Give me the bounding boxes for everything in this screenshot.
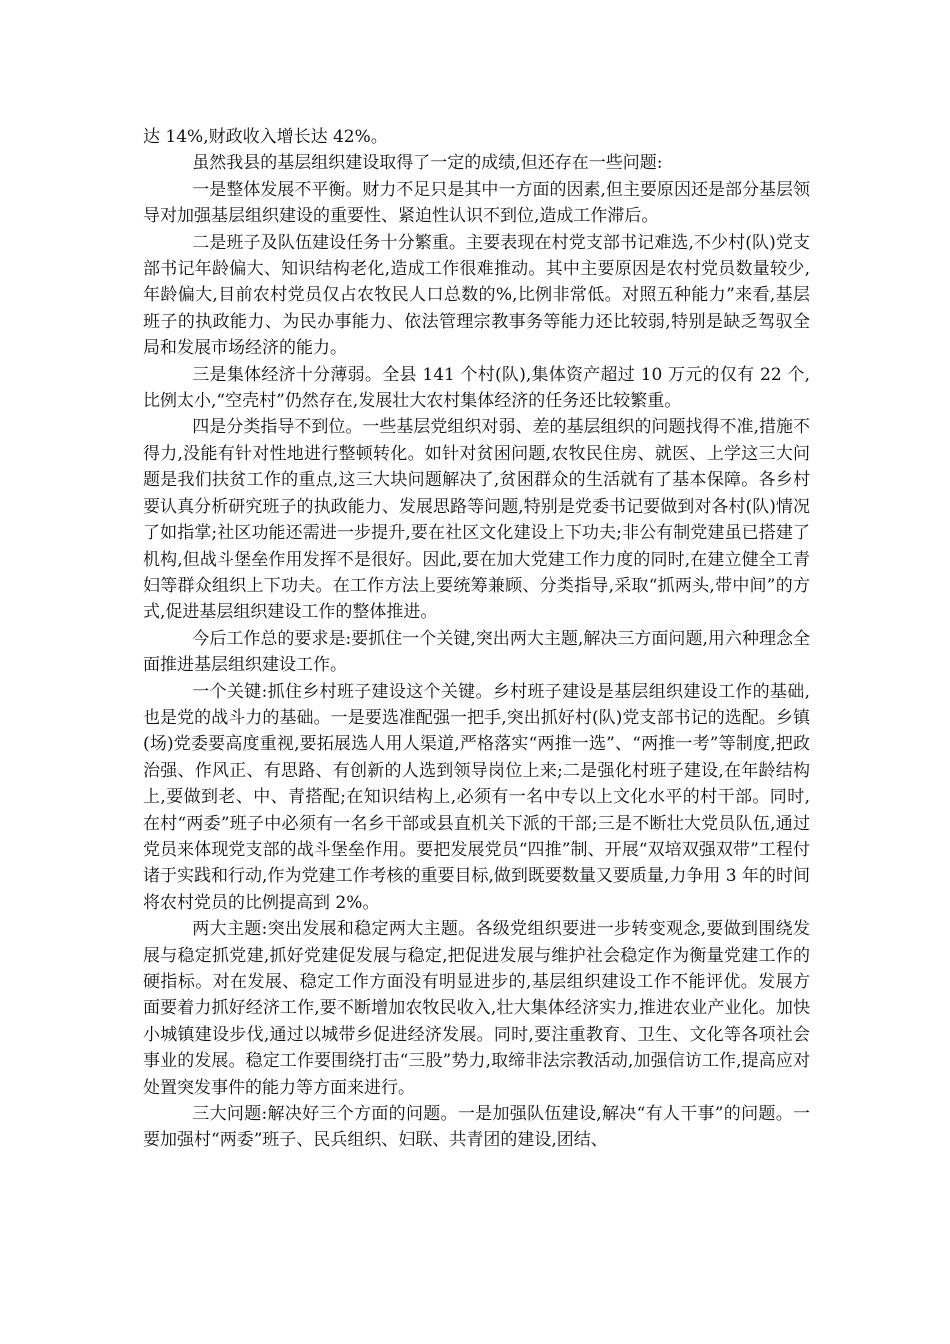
paragraph-three-issues: 三大问题:解决好三个方面的问题。一是加强队伍建设,解决“有人干事”的问题。一要加强村“两委”班子、民兵组织、妇联、共青团的建设,团结、 (143, 1104, 810, 1151)
paragraph-problem-4: 四是分类指导不到位。一些基层党组织对弱、差的基层组织的问题找得不准,措施不得力,没能有针对性地进行整顿转化。如针对贫困问题,农牧民住房、就医、上学这三大问题是我们扶贫工作的重点,这三大块问题解决了,贫困群众的生活就有了基本保障。各乡村要认真分析研究班子的执政能力、发展思路等问题,特别是党委书记要做到对各村(队)情况了如指掌;社区功能还需进一步提升,要在社区文化建设上下功夫;非公有制党建虽已搭建了机构,但战斗堡垒作用发挥不是很好。因此,要在加大党建工作力度的同时,在建立健全工青妇等群众组织上下功夫。在工作方法上要统筹兼顾、分类指导,采取“抓两头,带中间”的方式,促进基层组织建设工作的整体推进。 (143, 417, 810, 623)
paragraph-problem-1: 一是整体发展不平衡。财力不足只是其中一方面的因素,但主要原因还是部分基层领导对加强基层组织建设的重要性、紧迫性认识不到位,造成工作滞后。 (143, 179, 810, 227)
paragraph-growth-figures: 达 14%,财政收入增长达 42%。 (143, 127, 388, 147)
paragraph-problem-2: 二是班子及队伍建设任务十分繁重。主要表现在村党支部书记难选,不少村(队)党支部书记年龄偏大、知识结构老化,造成工作很难推动。其中主要原因是农村党员数量较少,年龄偏大,目前农村党员仅占农牧民人口总数的%,比例非常低。对照五种能力”来看,基层班子的执政能力、为民办事能力、依法管理宗教事务等能力还比较弱,特别是缺乏驾驭全局和发展市场经济的能力。 (143, 232, 810, 359)
paragraph-problems-intro: 虽然我县的基层组织建设取得了一定的成绩,但还存在一些问题: (192, 153, 663, 174)
paragraph-one-key: 一个关键:抓住乡村班子建设这个关键。乡村班子建设是基层组织建设工作的基础,也是党的战斗力的基础。一是要选准配强一把手,突出抓好村(队)党支部书记的选配。乡镇(场)党委要高度重视,要拓展选人用人渠道,严格落实“两推一选”、“两推一考”等制度,把政治强、作风正、有思路、有创新的人选到领导岗位上来;二是强化村班子建设,在年龄结构上,要做到老、中、青搭配;在知识结构上,必须有一名中专以上文化水平的村干部。同时,在村“两委”班子中必须有一名乡干部或县直机关下派的干部;三是不断壮大党员队伍,通过党员来体现党支部的战斗堡垒作用。要把发展党员“四推”制、开展“双培双强双带”工程付诸于实践和行动,作为党建工作考核的重要目标,做到既要数量又要质量,力争用 3 年的时间将农村党员的比例提高到 2%。 (143, 681, 810, 913)
paragraph-future-requirements: 今后工作总的要求是:要抓住一个关键,突出两大主题,解决三方面问题,用六种理念全面推进基层组织建设工作。 (143, 628, 810, 676)
paragraph-problem-3: 三是集体经济十分薄弱。全县 141 个村(队),集体资产超过 10 万元的仅有 22 个,比例太小,“空壳村”仍然存在,发展壮大农村集体经济的任务还比较繁重。 (143, 364, 810, 412)
document-body (143, 124, 810, 1154)
paragraph-two-themes: 两大主题:突出发展和稳定两大主题。各级党组织要进一步转变观念,要做到围绕发展与稳定抓党建,抓好党建促发展与稳定,把促进发展与维护社会稳定作为衡量党建工作的硬指标。对在发展、稳定工作方面没有明显进步的,基层组织建设工作不能评优。发展方面要着力抓好经济工作,要不断增加农牧民收入,壮大集体经济实力,推进农业产业化。加快小城镇建设步伐,通过以城带乡促进经济发展。同时,要注重教育、卫生、文化等各项社会事业的发展。稳定工作要围绕打击“三股”势力,取缔非法宗教活动,加强信访工作,提高应对处置突发事件的能力等方面来进行。 (143, 919, 810, 1098)
